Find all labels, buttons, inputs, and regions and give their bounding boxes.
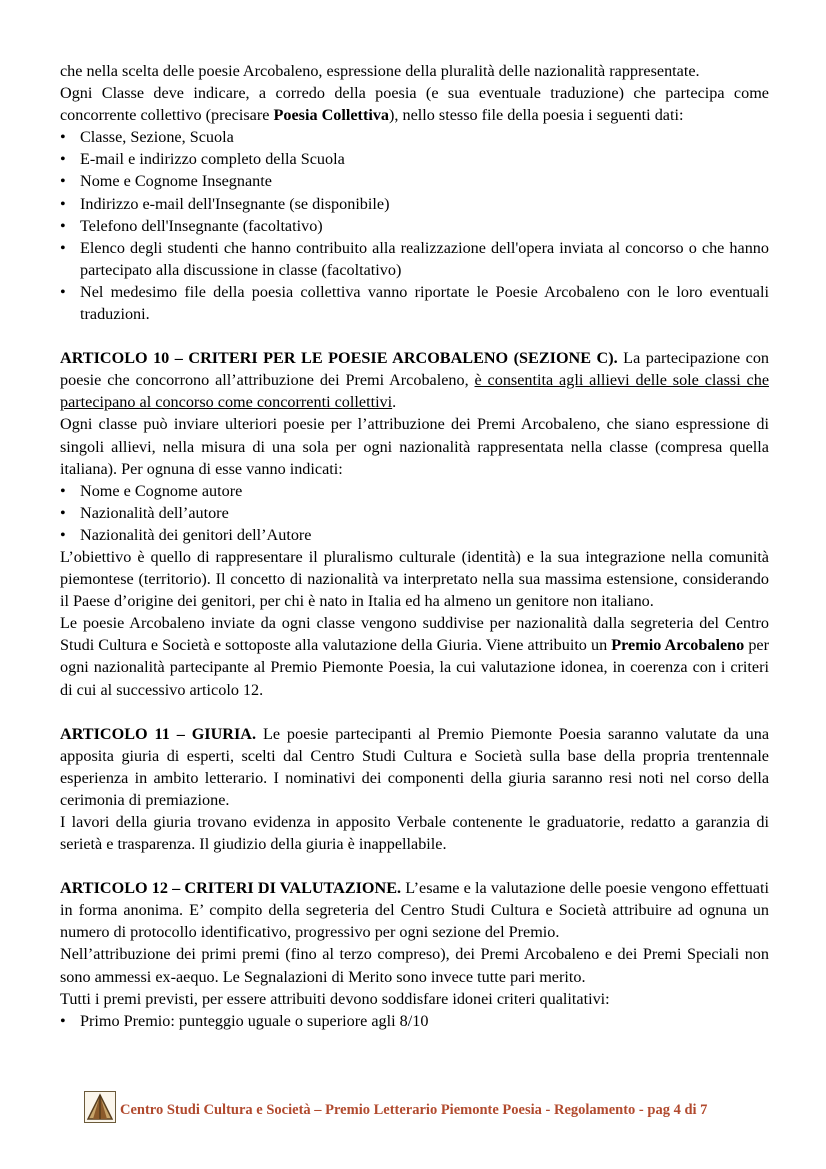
article-11-paragraph-2: I lavori della giuria trovano evidenza in apposito Verbale contenente le graduatorie, redatto a garanzia di serietà e trasparenza. Il giudizio della giuria è inappellabile. xyxy=(60,813,769,854)
article-12-list xyxy=(60,1010,769,1032)
article-10-paragraph-3: L’obiettivo è quello di rappresentare il pluralismo culturale (identità) e la sua integrazione nella comunità piemontese (territorio). Il concetto di nazionalità va interpretato nella sua massima estensione, considerando il Paese d’origine dei genitori, per chi è nato in Italia ed ha almeno un genitore non italiano. xyxy=(60,547,769,611)
intro-paragraph-2 xyxy=(60,82,769,126)
article-10-paragraph-4 xyxy=(60,612,769,700)
article-text: per ogni nazionalità partecipante al Premio Piemonte Poesia, la cui valutazione idonea, in coerenza con i criteri di cui al successivo articolo 12. xyxy=(60,636,769,699)
spacer xyxy=(60,325,769,347)
intro-text: Ogni Classe deve indicare, a corredo della poesia (e sua eventuale traduzione) che partecipa come concorrente collettivo (precisare xyxy=(60,84,769,125)
list-item: • Nome e Cognome autore xyxy=(60,480,769,502)
list-item: • Indirizzo e-mail dell'Insegnante (se disponibile) xyxy=(60,193,769,215)
list-item: • Nazionalità dei genitori dell’Autore xyxy=(60,524,769,546)
list-item: • Classe, Sezione, Scuola xyxy=(60,126,769,148)
article-12-paragraph-2: Nell’attribuzione dei primi premi (fino al terzo compreso), dei Premi Arcobaleno e dei Premi Speciali non sono ammessi ex-aequo. Le Segnalazioni di Merito sono invece tutte pari merito. xyxy=(60,945,769,986)
spacer xyxy=(60,701,769,723)
list-item: • Primo Premio: punteggio uguale o superiore agli 8/10 xyxy=(60,1010,769,1032)
article-text: Le poesie partecipanti al Premio Piemonte Poesia saranno valutate da una apposita giuria di esperti, scelti dal Centro Studi Cultura e Società sulla base della propria trentennale esperienza in ambito letterario. I nominativi dei componenti della giuria saranno resi noti nel corso della cerimonia di premiazione. xyxy=(60,724,770,809)
triangle-logo-icon xyxy=(84,1091,116,1123)
intro-list xyxy=(60,126,769,325)
list-item: • Nazionalità dell’autore xyxy=(60,502,769,524)
bold-text: Premio Arcobaleno xyxy=(611,636,745,655)
list-item: • E-mail e indirizzo completo della Scuola xyxy=(60,148,769,170)
list-item: • Elenco degli studenti che hanno contribuito alla realizzazione dell'opera inviata al concorso o che hanno partecipato alla discussione in classe (facoltativo) xyxy=(60,237,769,281)
document-page xyxy=(60,60,769,1032)
list-item: • Nel medesimo file della poesia collettiva vanno riportate le Poesie Arcobaleno con le loro eventuali traduzioni. xyxy=(60,281,769,325)
footer-text: Centro Studi Cultura e Società – Premio Letterario Piemonte Poesia - Regolamento - pag 4 di 7 xyxy=(120,1102,708,1118)
list-item: • Telefono dell'Insegnante (facoltativo) xyxy=(60,215,769,237)
article-10-heading: ARTICOLO 10 – CRITERI PER LE POESIE ARCOBALENO (SEZIONE C). xyxy=(60,349,618,368)
article-10-paragraph-2: Ogni classe può inviare ulteriori poesie per l’attribuzione dei Premi Arcobaleno, che siano espressione di singoli allievi, nella misura di una sola per ogni nazionalità rappresentata nella classe (compresa quella italiana). Per ognuna di esse vanno indicati: xyxy=(60,415,769,478)
article-11-paragraph-1 xyxy=(60,723,769,811)
article-12-heading: ARTICOLO 12 – CRITERI DI VALUTAZIONE. xyxy=(60,879,402,898)
article-10-paragraph-1 xyxy=(60,347,769,413)
article-12-paragraph-3: Tutti i premi previsti, per essere attribuiti devono soddisfare idonei criteri qualitativi: xyxy=(60,989,610,1008)
list-item: • Nome e Cognome Insegnante xyxy=(60,170,769,192)
article-text: Le poesie Arcobaleno inviate da ogni classe vengono suddivise per nazionalità dalla segreteria del Centro Studi Cultura e Società e sottoposte alla valutazione della Giuria. Viene attribuito un xyxy=(60,614,769,655)
article-text: L’esame e la valutazione delle poesie vengono effettuati in forma anonima. E’ compito della segreteria del Centro Studi Cultura e Società attribuire ad ognuna un numero di protocollo identificativo, progressivo per ogni sezione del Premio. xyxy=(60,879,769,942)
spacer xyxy=(60,855,769,877)
underlined-text: è consentita agli allievi delle sole classi che partecipano al concorso come concorrenti collettivi xyxy=(60,371,770,412)
article-10-list xyxy=(60,480,769,546)
article-text: . xyxy=(392,393,397,412)
page-footer xyxy=(84,1091,784,1125)
article-11-heading: ARTICOLO 11 – GIURIA. xyxy=(60,724,257,743)
article-text: La partecipazione con poesie che concorrono all’attribuzione dei Premi Arcobaleno, xyxy=(60,349,770,390)
intro-bold-text: Poesia Collettiva xyxy=(273,106,390,125)
intro-paragraph-1: che nella scelta delle poesie Arcobaleno, espressione della pluralità delle nazionalità rappresentate. xyxy=(60,62,700,80)
intro-text: ), nello stesso file della poesia i seguenti dati: xyxy=(389,106,684,125)
article-12-paragraph-1 xyxy=(60,877,769,943)
